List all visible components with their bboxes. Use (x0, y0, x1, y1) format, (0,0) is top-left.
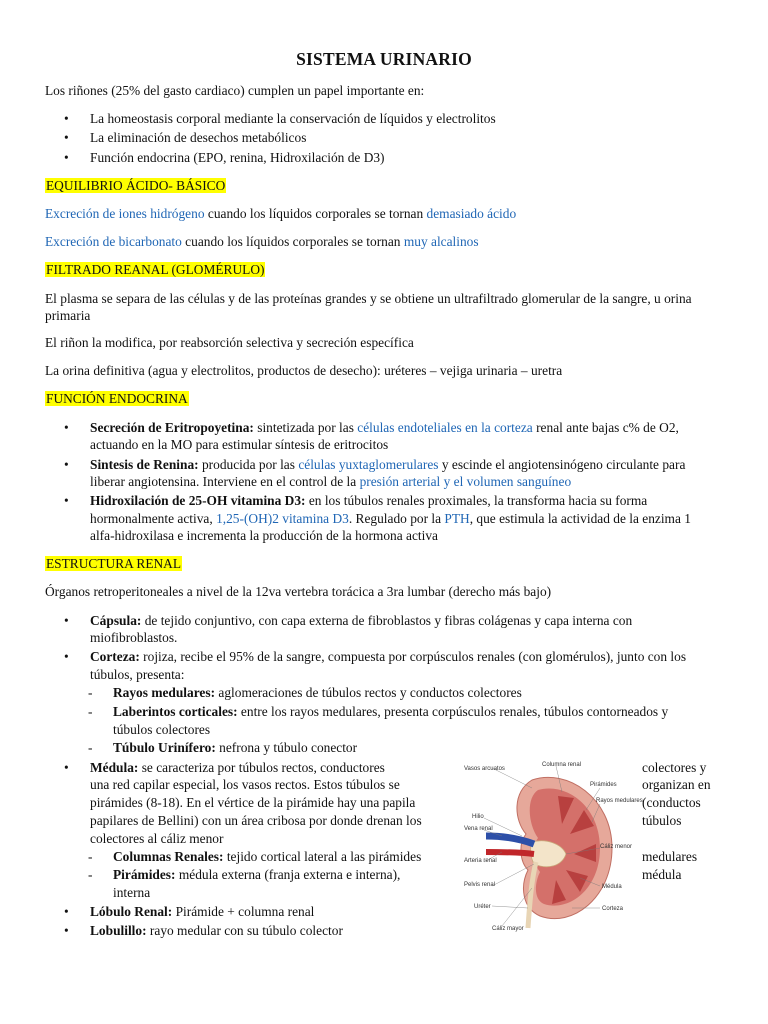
acid-base-line-2: Excreción de bicarbonato cuando los líquidos corporales se tornan muy alcalinos (45, 234, 479, 249)
structure-item-medula: • Médula: se caracteriza por túbulos rectos, conductores (90, 759, 385, 777)
structure-item-lobulillo: • Lobulillo: rayo medular con su túbulo colector (90, 922, 343, 940)
fig-label-vena: Vena renal (464, 826, 493, 832)
sub-item-columnas: - Columnas Renales: tejido cortical lateral a las pirámides (113, 848, 421, 866)
section-heading-acid-base: EQUILIBRIO ÁCIDO- BÁSICO (46, 178, 226, 193)
intro-item-2: • La eliminación de desechos metabólicos (90, 129, 306, 147)
endocrine-item-vitd-cont: hormonalmente activa, 1,25-(OH)2 vitamina D3. Regulado por la PTH, que estimula la actividad de la enzima 1 (90, 511, 691, 526)
intro-item-3: • Función endocrina (EPO, renina, Hidroxilación de D3) (90, 149, 385, 167)
page-title: SISTEMA URINARIO (296, 49, 472, 69)
acid-base-line-1: Excreción de iones hidrógeno cuando los líquidos corporales se tornan demasiado ácido (45, 206, 517, 221)
sub-item-laberintos: - Laberintos corticales: entre los rayos medulares, presenta corpúsculos renales, túbulos contorneados y (113, 703, 668, 721)
fig-label-arteria: Arteria renal (464, 858, 497, 864)
fig-label-corteza: Corteza (602, 906, 624, 912)
sub-item-piramides: - Pirámides: médula externa (franja externa e interna), (113, 866, 400, 884)
endocrine-item-renin-cont: liberar angiotensina. Interviene en el control de la presión arterial y el volumen sanguíneo (90, 474, 572, 489)
fig-label-rayos: Rayos medulares (596, 798, 643, 804)
structure-item-medula-line-2: una red capilar especial, los vasos rectos. Estos túbulos se (90, 777, 400, 792)
section-heading-endocrine: FUNCIÓN ENDOCRINA (46, 391, 188, 406)
fig-label-vasos: Vasos arcuatos (464, 766, 505, 772)
structure-item-medula-line-3: pirámides (8-18). En el vértice de la pirámide hay una papila (90, 795, 416, 810)
filtration-paragraph-1-cont: primaria (45, 308, 91, 323)
kidney-diagram (462, 758, 643, 934)
sub-item-piramides-right: médula (642, 867, 682, 882)
structure-item-corteza-cont: túbulos, presenta: (90, 667, 185, 682)
structure-item-capsula-cont: miofibroblastos. (90, 630, 178, 645)
sub-item-rayos: - Rayos medulares: aglomeraciones de túbulos rectos y conductos colectores (113, 684, 522, 702)
fig-label-medula: Médula (602, 884, 622, 890)
intro-paragraph: Los riñones (25% del gasto cardiaco) cumplen un papel importante en: (45, 83, 425, 98)
section-heading-filtration: FILTRADO REANAL (GLOMÉRULO) (46, 262, 265, 277)
sub-item-columnas-right: medulares (642, 849, 698, 864)
fig-label-pelvis: Pelvis renal (464, 882, 496, 888)
intro-item-1: • La homeostasis corporal mediante la conservación de líquidos y electrolitos (90, 110, 496, 128)
structure-paragraph: Órganos retroperitoneales a nivel de la 12va vertebra torácica a 3ra lumbar (derecho más bajo) (45, 584, 552, 599)
endocrine-item-vitd: • Hidroxilación de 25-OH vitamina D3: en los túbulos renales proximales, la transforma hacia su forma (90, 492, 647, 510)
structure-item-lobulo: • Lóbulo Renal: Pirámide + columna renal (90, 903, 314, 921)
structure-item-medula-right-4: túbulos (642, 813, 682, 828)
structure-item-medula-right-2: organizan en (642, 777, 711, 792)
fig-label-caliz-mayor: Cáliz mayor (492, 926, 524, 932)
fig-label-ureter: Uréter (474, 904, 491, 910)
sub-item-tubulo: - Túbulo Urinífero: nefrona y túbulo conector (113, 739, 357, 757)
structure-item-medula-right-1: colectores y (642, 760, 707, 775)
structure-item-medula-line-5: colectores al cáliz menor (90, 831, 224, 846)
filtration-paragraph-2: El riñon la modifica, por reabsorción selectiva y secreción específica (45, 335, 414, 350)
fig-label-piramides: Pirámides (590, 782, 617, 788)
endocrine-item-vitd-cont-2: alfa-hidroxilasa e incrementa la producción de la hormona activa (90, 528, 438, 543)
filtration-paragraph-3: La orina definitiva (agua y electrolitos, productos de desecho): uréteres – vejiga urinaria – uretra (45, 363, 563, 378)
fig-label-hilio: Hilio (472, 814, 484, 820)
sub-item-piramides-cont: interna (113, 885, 151, 900)
endocrine-item-renin: • Sintesis de Renina: producida por las células yuxtaglomerulares y escinde el angiotensinógeno circulante para (90, 456, 685, 474)
structure-item-medula-line-4: papilares de Bellini) con un área cribosa por donde drenan los (90, 813, 422, 828)
endocrine-item-epo: • Secreción de Eritropoyetina: sintetizada por las células endoteliales en la corteza renal ante bajas c% de O2, (90, 419, 679, 437)
sub-item-laberintos-cont: túbulos colectores (113, 722, 211, 737)
filtration-paragraph-1: El plasma se separa de las células y de las proteínas grandes y se obtiene un ultrafiltrado glomerular de la sangre, u orina (45, 291, 692, 306)
endocrine-item-epo-cont: actuando en la MO para estimular síntesis de eritrocitos (90, 437, 389, 452)
fig-label-columna: Columna renal (542, 762, 582, 768)
structure-item-medula-right-3: (conductos (642, 795, 701, 810)
structure-item-corteza: • Corteza: rojiza, recibe el 95% de la sangre, compuesta por corpúsculos renales (con glomérulos), junto con los (90, 648, 686, 666)
structure-item-capsula: • Cápsula: de tejido conjuntivo, con capa externa de fibroblastos y fibras colágenas y capa interna con (90, 612, 632, 630)
section-heading-structure: ESTRUCTURA RENAL (46, 556, 182, 571)
fig-label-caliz-menor: Cáliz menor (600, 844, 633, 850)
